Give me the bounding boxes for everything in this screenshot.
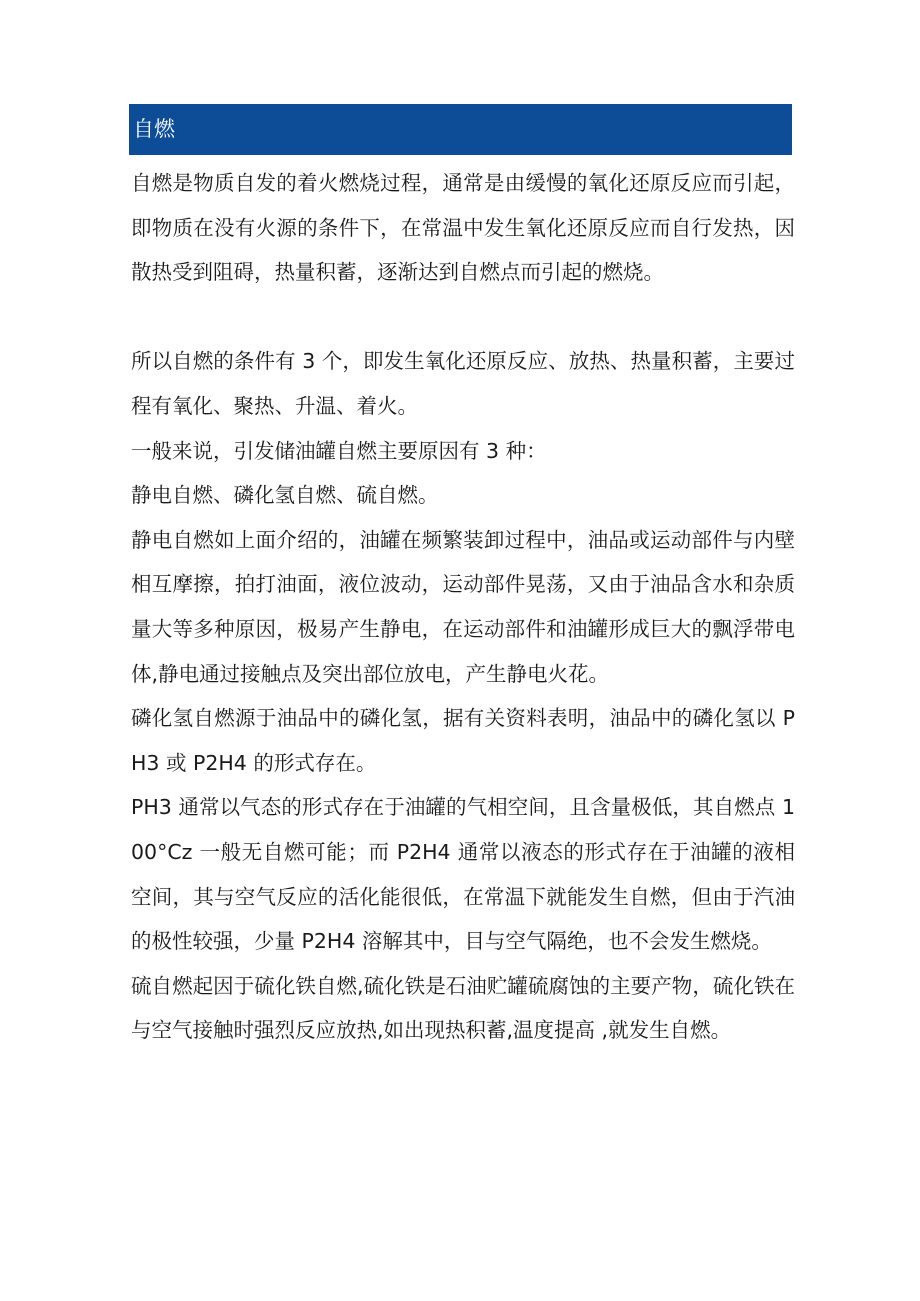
- paragraph-phosphine-detail: PH3 通常以气态的形式存在于油罐的气相空间，且含量极低，其自燃点 100°Cz 一般无自燃可能；而 P2H4 通常以液态的形式存在于油罐的液相空间，其与空气反应的活化能很低，在常温下就能发生自燃，但由于汽油的极性较强，少量 P2H4 溶解其中，目与空气隔绝，也不会发生燃烧。: [131, 795, 795, 954]
- paragraph-conditions: 所以自燃的条件有 3 个，即发生氧化还原反应、放热、热量积蓄，主要过程有氧化、聚热、升温、着火。: [131, 349, 795, 418]
- section-header: [129, 104, 792, 155]
- paragraph-static-ignition: 静电自燃如上面介绍的，油罐在频繁装卸过程中，油品或运动部件与内壁相互摩擦，拍打油面，液位波动，运动部件晃荡，又由于油品含水和杂质量大等多种原因，极易产生静电，在运动部件和油罐形成巨大的飘浮带电体,静电通过接触点及突出部位放电，产生静电火花。: [131, 527, 795, 686]
- paragraph-phosphine-intro: 磷化氢自燃源于油品中的磷化氢，据有关资料表明，油品中的磷化氢以 PH3 或 P2H4 的形式存在。: [131, 706, 795, 775]
- paragraph-gap: [131, 295, 795, 340]
- paragraph-definition: 自燃是物质自发的着火燃烧过程，通常是由缓慢的氧化还原反应而引起，即物质在没有火源的条件下，在常温中发生氧化还原反应而自行发热，因散热受到阻碍，热量积蓄，逐渐达到自燃点而引起的燃烧。: [131, 171, 795, 285]
- paragraph-sulfur-ignition: 硫自燃起因于硫化铁自燃,硫化铁是石油贮罐硫腐蚀的主要产物，硫化铁在与空气接触时强烈反应放热,如出现热积蓄,温度提高 ,就发生自燃。: [131, 973, 795, 1043]
- document-body: [131, 161, 795, 1053]
- section-title: 自燃: [133, 117, 175, 141]
- paragraph-causes-intro: 一般来说，引发储油罐自燃主要原因有 3 种：: [131, 438, 547, 463]
- paragraph-causes-list: 静电自燃、磷化氢自燃、硫自燃。: [131, 483, 439, 508]
